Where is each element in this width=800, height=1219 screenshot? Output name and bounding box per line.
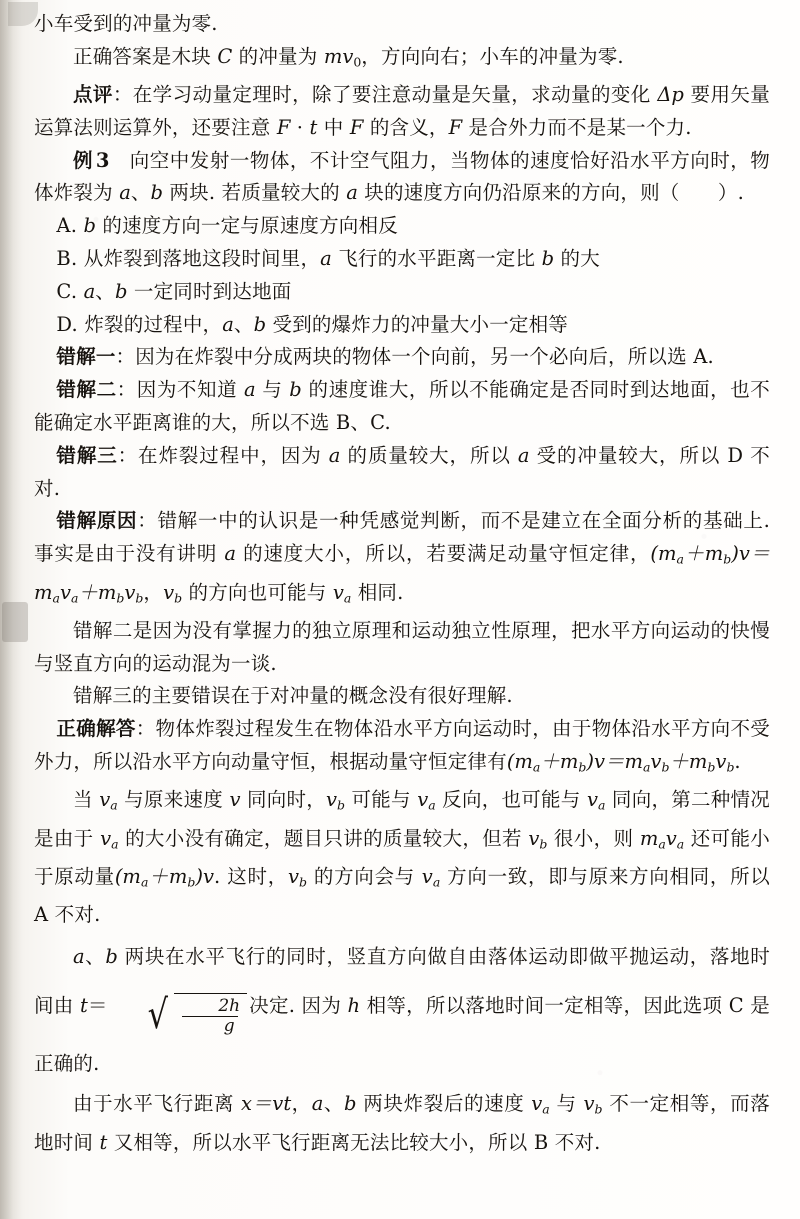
- option-b: B. 从炸裂到落地这段时间里，a 飞行的水平距离一定比 b 的大: [56, 247, 600, 271]
- correct-solution-label: 正确解答: [56, 717, 136, 741]
- paragraph-analysis-3: 由于水平飞行距离 x＝vt，a、b 两块炸裂后的速度 $v_a$ 与 $v_b$ 不一定相等，而落地时间 t 又相等，所以水平飞行距离无法比较大小，所以 B 不对.: [34, 1092, 771, 1154]
- example-number: 3: [95, 148, 110, 172]
- wrong-reason-label: 错解原因: [56, 509, 138, 533]
- option-d: D. 炸裂的过程中，a、b 受到的爆炸力的冲量大小一定相等: [56, 312, 568, 336]
- paragraph-comment: 点评：在学习动量定理时，除了要注意动量是矢量，求动量的变化 Δp 要用矢量运算法则运算外，还要注意 F · t 中 F 的含义，F 是合外力而不是某一个力.: [34, 83, 770, 139]
- paragraph-analysis-2: a、b 两块在水平飞行的同时，竖直方向做自由落体运动即做平抛运动，落地时间由 t＝ √ $\frac{2h}{g}$ 决定. 因为 h 相等，所以落地时间一定相等，因此选项 C 是正确的.: [34, 944, 770, 1076]
- paragraph-example-3: 例 3 向空中发射一物体，不计空气阻力，当物体的速度恰好沿水平方向时，物体炸裂为 a、b 两块. 若质量较大的 a 块的速度方向仍沿原来的方向，则（ ）.: [34, 148, 770, 205]
- paragraph-correct-answer: 正确答案是木块 C 的冲量为 $mv_0$，方向向右；小车的冲量为零.: [73, 44, 624, 70]
- paragraph-wrong-solution-2: 错解二：因为不知道 a 与 b 的速度谁大，所以不能确定是否同时到达地面，也不能确定水平距离谁的大，所以不选 B、C.: [34, 378, 771, 435]
- paragraph-wrong-solution-3: 错解三：在炸裂过程中，因为 a 的质量较大，所以 a 受的冲量较大，所以 D 不对.: [34, 443, 770, 500]
- paragraph-wrong-reason-3: [34, 680, 770, 713]
- paragraph-analysis-1: 当 $v_a$ 与原来速度 v 同向时，$v_b$ 可能与 $v_a$ 反向，也可能与 $v_a$ 同向，第二种情况是由于 $v_a$ 的大小没有确定，题目只讲的质量较大，但若 $v_b$ 很小，则 $m_av_a$ 还可能小于原动量$(m_a+m_b)v$. 这时，$v_b$ 的方向会与 $v_a$ 方向一致，即与原来方向相同，所以 A 不对.: [34, 788, 770, 927]
- wrong-reason-3-text: 错解三的主要错误在于对冲量的概念没有很好理解.: [73, 684, 513, 708]
- carry-over-text: 小车受到的冲量为零.: [34, 12, 218, 35]
- example-label: 例: [73, 148, 94, 172]
- wrong-solution-3-label: 错解三: [56, 443, 118, 467]
- binding-gutter-shadow: [0, 0, 22, 1219]
- wrong-solution-2-label: 错解二: [56, 378, 117, 402]
- paragraph-wrong-reason: 错解原因：错解一中的认识是一种凭感觉判断，而不是建立在全面分析的基础上. 事实是由于没有讲明 a 的速度大小，所以，若要满足动量守恒定律，$(m_a+m_b)v=m_av_a+m_bv_b$，$v_b$ 的方向也可能与 $v_a$ 相同.: [34, 509, 771, 605]
- paragraph-wrong-solution-1: 错解一：因为在炸裂中分成两块的物体一个向前，另一个必向后，所以选 A.: [56, 345, 714, 369]
- wrong-reason-2-text: 错解二是因为没有掌握力的独立原理和运动独立性原理，把水平方向运动的快慢与竖直方向的运动混为一谈.: [34, 618, 770, 675]
- paragraph-carry-over: [34, 8, 770, 41]
- option-c: C. a、b 一定同时到达地面: [56, 279, 292, 303]
- wrong-solution-1-label: 错解一: [56, 345, 116, 369]
- left-edge-mark: [2, 602, 28, 642]
- option-a: A. b 的速度方向一定与原速度方向相反: [56, 214, 398, 238]
- paragraph-correct-solution: 正确解答：物体炸裂过程发生在物体沿水平方向运动时，由于物体沿水平方向不受外力，所以沿水平方向动量守恒，根据动量守恒定律有$(m_a+m_b)v=m_av_b+m_bv_b$.: [34, 717, 770, 775]
- paragraph-wrong-reason-2: [34, 615, 770, 681]
- comment-label: 点评: [73, 83, 113, 107]
- page-content: [34, 8, 770, 1160]
- sqrt-expression: √ $\frac{2h}{g}$: [110, 993, 247, 1037]
